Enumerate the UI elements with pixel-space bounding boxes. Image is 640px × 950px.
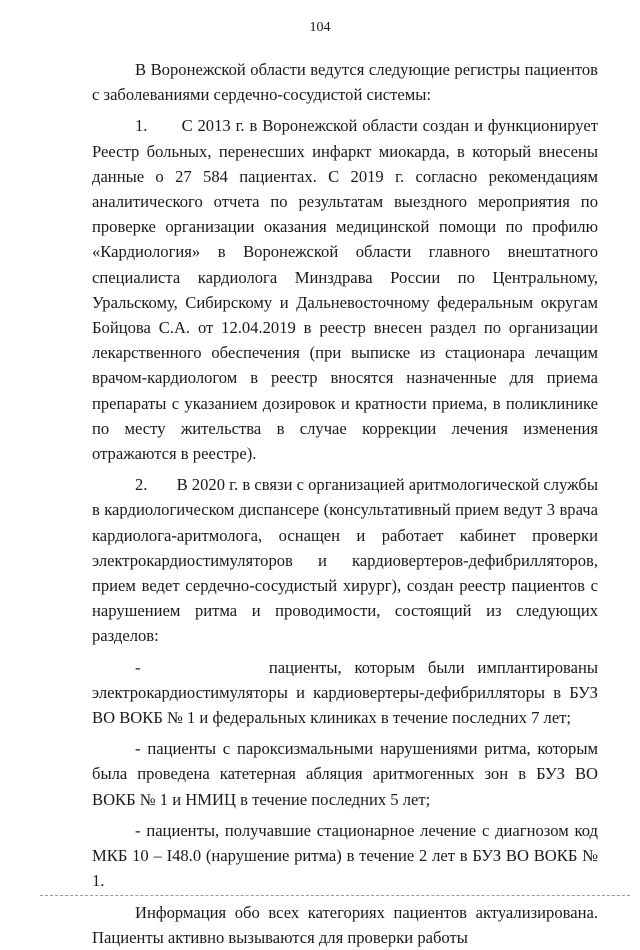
list-item-ablation: - пациенты с пароксизмальными нарушениями ритма, которым была проведена катетерная абляция аритмогенных зон в БУЗ ВО ВОКБ № 1 и НМИЦ в течение последних 5 лет; [92, 739, 598, 809]
document-body [92, 57, 598, 950]
paragraph-item-1: 1. С 2013 г. в Воронежской области создан и функционирует Реестр больных, перенесших инфаркт миокарда, в который внесены данные о 27 584 пациентах. С 2019 г. согласно рекомендациям аналитического отчета по результатам выездного мероприятия по проверке организации оказания медицинской помощи по профилю «Кардиология» в Воронежской области главного внештатного специалиста кардиолога Минздрава России по Центральному, Уральскому, Сибирскому и Дальневосточному федеральным округам Бойцова С.А. от 12.04.2019 в реестр внесен раздел по организации лекарственного обеспечения (при выписке из стационара лечащим врачом-кардиологом в реестр вносятся назначенные для приема препараты с указанием дозировок и кратности приема, в поликлинике по месту жительства в случае коррекции лечения изменения отражаются в реестре). [92, 116, 598, 464]
paragraph-intro: В Воронежской области ведутся следующие регистры пациентов с заболеваниями сердечно-сосудистой системы: [92, 60, 598, 105]
page-number: 104 [309, 20, 331, 35]
list-item-implanted: - пациенты, которым были имплантированы электрокардиостимуляторы и кардиовертеры-дефибрилляторы в БУЗ ВО ВОКБ № 1 и федеральных клиниках в течение последних 7 лет; [92, 657, 598, 728]
page-bottom-edge [40, 895, 630, 896]
paragraph-information: Информация обо всех категориях пациентов актуализирована. Пациенты активно вызываются для проверки работы [92, 902, 598, 947]
paragraph-item-2: 2. В 2020 г. в связи с организацией аритмологической службы в кардиологическом диспансере (консультативный прием ведут 3 врача кардиолога-аритмолога, оснащен и работает кабинет проверки электрокардиостимуляторов и кардиовертеров-дефибрилляторов, прием ведет сердечно-сосудистый хирург), создан реестр пациентов с нарушением ритма и проводимости, состоящий из следующих разделов: [92, 475, 598, 646]
list-item-inpatient: - пациенты, получавшие стационарное лечение с диагнозом код МКБ 10 – I48.0 (нарушение ритма) в течение 2 лет в БУЗ ВО ВОКБ № 1. [92, 820, 598, 891]
